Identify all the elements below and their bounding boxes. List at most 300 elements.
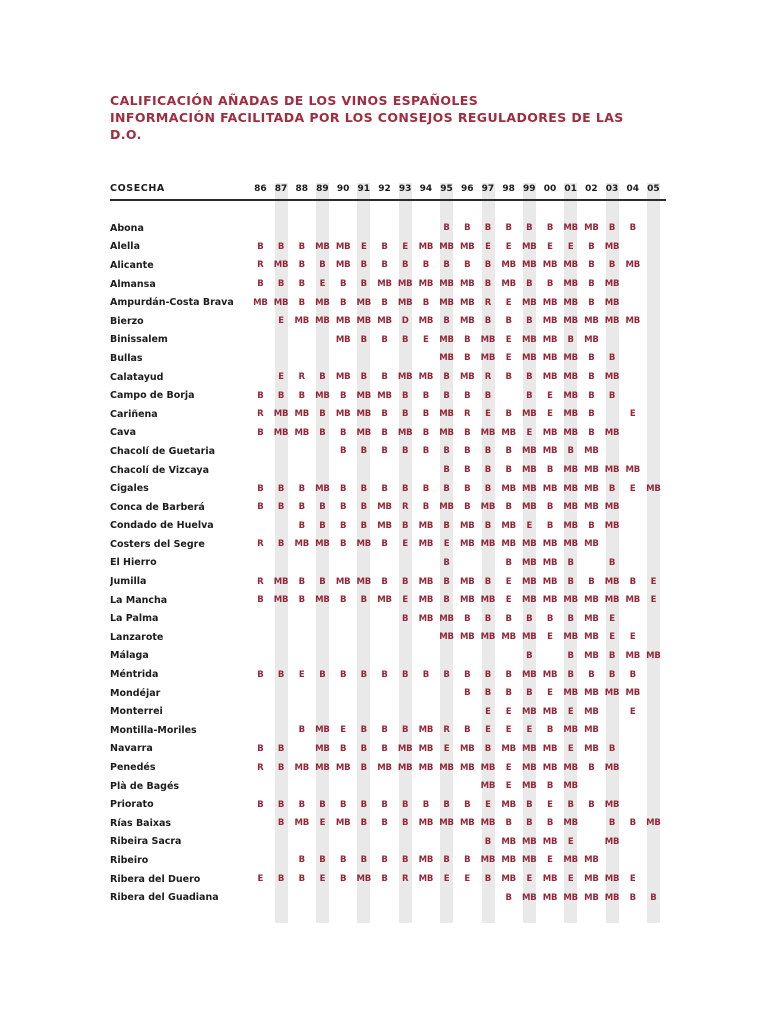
rating-cell: E [547,632,553,643]
rating-cell: B [546,223,554,234]
rating-cell: B [505,465,512,476]
region-label: Bierzo [110,315,144,327]
table-row [110,591,666,610]
rating-cell: MB [563,855,578,866]
rating-cell: B [484,483,492,494]
rating-cell: MB [418,818,434,829]
rating-cell: B [464,427,471,438]
rating-cell: MB [522,241,537,252]
region-label: La Mancha [110,594,168,606]
rating-cell: MB [315,743,330,754]
rating-cell: MB [418,372,434,383]
rating-cell: B [381,427,388,438]
rating-cell: MB [439,427,454,438]
rating-cell: B [505,688,512,699]
rating-cell: B [588,390,595,401]
rating-cell: MB [439,613,454,624]
rating-cell: MB [542,706,558,717]
rating-cell: B [381,799,388,810]
region-label: Cigales [110,483,149,495]
rating-cell: E [505,781,512,792]
rating-cell: B [588,520,595,531]
rating-cell: E [650,576,657,587]
rating-cell: B [360,855,367,866]
rating-cell: MB [563,595,578,606]
rating-cell: B [546,502,554,513]
rating-cell: E [360,241,367,252]
rating-cell: E [278,316,284,327]
region-label: Lanzarote [110,631,164,643]
year-header: 86 [254,184,267,194]
rating-cell: MB [522,836,537,847]
rating-cell: MB [480,855,496,866]
rating-cell: MB [377,502,392,513]
rating-cell: E [402,241,408,252]
table-row [110,870,666,889]
rating-cell: B [402,390,409,401]
rating-cell: MB [584,725,599,736]
region-label: Chacolí de Vizcaya [110,464,209,476]
rating-cell: B [277,241,285,252]
rating-cell: B [360,502,367,513]
year-header: 99 [523,184,536,194]
rating-cell: E [567,874,574,885]
rating-cell: B [298,595,305,606]
rating-cell: E [609,632,615,643]
rating-cell: MB [315,297,330,308]
year-header: 04 [626,184,639,194]
year-header: 90 [336,184,350,194]
rating-cell: B [339,595,347,606]
rating-cell: B [298,874,305,885]
rating-cell: B [319,372,326,383]
rating-cell: MB [604,836,620,847]
rating-cell: MB [522,539,537,550]
table-row [110,740,666,759]
region-label: Costers del Segre [110,538,205,550]
rating-cell: MB [563,688,578,699]
rating-cell: E [526,725,533,736]
rating-cell: R [401,874,409,885]
rating-cell: B [381,483,388,494]
rating-cell: B [588,353,595,364]
rating-cell: MB [584,446,599,457]
table-row [110,702,666,721]
rating-cell: B [339,297,347,308]
region-label: Plà de Bagés [110,780,180,792]
rating-cell: B [505,223,512,234]
rating-cell: MB [563,483,578,494]
rating-cell: B [319,669,326,680]
region-label: Navarra [110,743,153,755]
rating-cell: R [484,297,492,308]
table-row [110,498,666,517]
rating-cell: B [505,669,512,680]
rating-cell: MB [294,427,309,438]
table-row [110,609,666,628]
rating-cell: E [402,539,408,550]
rating-cell: R [257,539,264,550]
year-header: 87 [274,184,288,194]
rating-cell: E [319,874,326,885]
rating-cell: MB [604,874,620,885]
rating-cell: E [505,706,512,717]
rating-cell: B [608,483,616,494]
table-row [110,442,666,461]
rating-cell: MB [604,297,620,308]
rating-cell: B [277,502,285,513]
rating-cell: B [505,892,512,903]
rating-cell: MB [542,316,558,327]
rating-cell: E [547,799,553,810]
rating-cell: B [277,539,285,550]
region-label: Chacolí de Guetaria [110,445,215,457]
table-row [110,349,666,368]
rating-cell: MB [501,855,516,866]
rating-cell: B [339,743,347,754]
rating-cell: MB [542,427,558,438]
rating-cell: B [319,855,326,866]
rating-cell: MB [356,576,372,587]
rating-cell: B [381,576,388,587]
rating-cell: B [319,520,326,531]
rating-cell: MB [522,669,537,680]
rating-cell: MB [542,539,558,550]
rating-cell: B [360,669,367,680]
table-row [110,535,666,554]
rating-cell: B [464,799,471,810]
rating-cell: E [485,706,491,717]
rating-cell: MB [356,539,372,550]
table-row [110,368,666,387]
rating-cell: MB [315,316,330,327]
region-label: Monterrei [110,706,163,718]
rating-cell: MB [273,576,289,587]
rating-cell: B [567,576,574,587]
region-label: Cava [110,427,136,439]
rating-cell: MB [459,818,475,829]
year-header: 05 [647,184,660,194]
table-row [110,219,666,238]
rating-cell: B [567,650,574,661]
rating-cell: B [443,446,450,457]
rating-cell: MB [522,502,537,513]
year-header: 01 [564,184,577,194]
rating-cell: R [401,502,409,513]
rating-cell: MB [563,502,578,513]
region-label: Málaga [110,650,149,662]
rating-cell: E [485,241,491,252]
rating-cell: MB [418,855,434,866]
rating-cell: MB [501,743,516,754]
rating-cell: B [546,465,554,476]
rating-cell: B [588,279,595,290]
table-row [110,479,666,498]
document-title [110,92,670,143]
year-header: 95 [440,184,453,194]
rating-cell: MB [501,836,516,847]
rating-cell: MB [439,502,454,513]
rating-cell: MB [542,576,558,587]
rating-cell: MB [584,595,599,606]
table-row [110,554,666,573]
rating-cell: B [319,409,326,420]
rating-cell: B [381,855,388,866]
rating-cell: B [360,334,367,345]
rating-cell: MB [542,669,558,680]
rating-cell: E [567,706,574,717]
rating-cell: MB [439,762,454,773]
rating-cell: B [402,446,409,457]
rating-cell: B [339,483,347,494]
rating-cell: E [485,725,491,736]
table-row [110,386,666,405]
rating-cell: MB [253,297,268,308]
rating-cell: MB [377,390,392,401]
rating-cell: B [484,688,492,699]
rating-cell: B [484,743,492,754]
rating-cell: MB [522,781,537,792]
rating-cell: B [402,855,409,866]
rating-cell: R [298,372,305,383]
region-label: Bullas [110,352,143,364]
year-header: 03 [605,184,619,194]
rating-cell: B [319,260,326,271]
table-row [110,461,666,480]
rating-cell: B [319,799,326,810]
rating-cell: B [567,669,574,680]
rating-cell: E [443,539,450,550]
rating-cell: B [608,260,616,271]
rating-cell: B [505,613,512,624]
rating-cell: B [588,241,595,252]
rating-cell: B [588,669,595,680]
region-label: El Hierro [110,557,157,569]
rating-cell: MB [356,316,372,327]
region-label: Ribeiro [110,854,149,866]
rating-cell: B [298,241,305,252]
rating-cell: B [257,743,264,754]
rating-cell: MB [501,520,516,531]
rating-cell: MB [584,855,599,866]
rating-cell: MB [522,409,537,420]
rating-cell: MB [542,557,558,568]
rating-cell: E [257,874,264,885]
rating-cell: MB [480,539,496,550]
year-header: 94 [419,184,433,194]
rating-cell: B [360,446,367,457]
rating-cell: B [629,576,636,587]
rating-cell: B [277,483,285,494]
rating-cell: B [464,390,471,401]
rating-cell: MB [377,595,392,606]
rating-cell: MB [584,334,599,345]
rating-cell: MB [522,297,537,308]
rating-cell: MB [315,539,330,550]
rating-cell: B [484,669,492,680]
rating-cell: MB [542,334,558,345]
rating-cell: E [485,799,491,810]
table-row [110,238,666,257]
rating-cell: MB [563,223,578,234]
rating-cell: MB [584,223,599,234]
rating-cell: B [608,743,616,754]
rating-cell: B [443,483,450,494]
rating-cell: B [443,465,450,476]
rating-cell: MB [563,465,578,476]
rating-cell: B [339,427,347,438]
table-row [110,312,666,331]
rating-cell: B [526,223,533,234]
rating-cell: B [588,372,595,383]
region-label: Ribera del Guadiana [110,892,219,904]
rating-cell: MB [501,279,516,290]
rating-cell: B [339,279,347,290]
table-row [110,572,666,591]
rating-cell: B [257,669,264,680]
rating-cell: MB [522,743,537,754]
rating-cell: E [526,427,533,438]
rating-cell: B [360,279,367,290]
rating-cell: B [257,279,264,290]
rating-cell: MB [335,818,351,829]
rating-cell: E [505,725,512,736]
rating-cell: B [608,557,616,568]
rating-cell: MB [563,372,578,383]
table-row [110,628,666,647]
rating-cell: E [505,353,512,364]
rating-cell: MB [397,762,413,773]
rating-cell: B [402,725,409,736]
rating-cell: B [277,762,285,773]
rating-cell: MB [459,520,475,531]
rating-cell: MB [480,632,496,643]
rating-cell: B [464,613,471,624]
rating-cell: R [464,409,471,420]
rating-cell: B [339,446,347,457]
rating-cell: MB [604,520,620,531]
rating-cell: MB [501,483,516,494]
rating-cell: E [505,241,512,252]
rating-cell: MB [584,688,599,699]
rating-cell: B [567,557,574,568]
region-label: La Palma [110,613,159,625]
region-label: Cariñena [110,408,158,420]
rating-cell: B [402,409,409,420]
table-row [110,888,666,907]
rating-cell: MB [480,595,496,606]
rating-cell: B [505,372,512,383]
rating-cell: B [443,223,450,234]
rating-cell: B [484,836,492,847]
rating-cell: E [319,818,326,829]
rating-cell: MB [522,557,537,568]
rating-cell: B [588,427,595,438]
rating-cell: MB [294,818,309,829]
region-label: Campo de Borja [110,390,195,402]
rating-cell: B [443,372,450,383]
rating-cell: MB [459,297,475,308]
rating-cell: MB [563,725,578,736]
rating-cell: B [360,799,367,810]
rating-cell: B [546,725,554,736]
rating-cell: B [298,260,305,271]
rating-cell: MB [604,799,620,810]
year-header: 89 [316,184,329,194]
rating-cell: MB [542,892,558,903]
rating-cell: B [443,316,450,327]
rating-cell: B [402,799,409,810]
rating-cell: MB [439,409,454,420]
table-row [110,331,666,350]
rating-cell: MB [418,576,434,587]
table-row [110,721,666,740]
rating-cell: B [464,353,471,364]
rating-cell: MB [315,762,330,773]
rating-cell: MB [459,632,475,643]
rating-cell: B [588,409,595,420]
rating-cell: E [423,334,429,345]
rating-cell: MB [625,688,640,699]
rating-cell: MB [604,427,620,438]
rating-cell: MB [584,874,599,885]
rating-cell: MB [563,427,578,438]
rating-cell: B [505,409,512,420]
rating-cell: B [443,520,450,531]
rating-cell: B [402,613,409,624]
rating-cell: B [526,372,533,383]
rating-cell: MB [522,632,537,643]
rating-cell: MB [356,427,372,438]
rating-cell: E [629,483,636,494]
rating-cell: MB [646,483,661,494]
rating-cell: E [629,706,636,717]
rating-cell: MB [335,241,351,252]
rating-cell: E [505,762,512,773]
rating-cell: B [360,725,367,736]
year-header: 96 [460,184,474,194]
rating-cell: B [588,762,595,773]
region-label: Almansa [110,278,156,290]
rating-cell: B [464,446,471,457]
region-label: Jumilla [110,576,147,588]
rating-cell: E [629,874,636,885]
rating-cell: MB [584,539,599,550]
rating-cell: B [360,762,367,773]
table-row [110,647,666,666]
rating-cell: MB [418,520,434,531]
rating-cell: B [443,595,450,606]
region-label: Mondéjar [110,687,161,699]
region-label: Ribeira Sacra [110,836,182,848]
title-line-3: D.O. [110,127,142,142]
rating-cell: B [298,725,305,736]
rating-cell: MB [646,650,661,661]
rating-cell: B [464,483,471,494]
region-label: Montilla-Moriles [110,724,197,736]
rating-cell: B [422,427,429,438]
rating-cell: MB [563,892,578,903]
rating-cell: B [298,279,305,290]
rating-cell: MB [397,279,413,290]
rating-cell: B [422,669,429,680]
rating-cell: MB [273,297,289,308]
region-label: Condado de Huelva [110,520,214,532]
rating-cell: MB [480,762,496,773]
rating-cell: MB [418,762,434,773]
rating-cell: MB [604,316,620,327]
rating-cell: MB [459,279,475,290]
